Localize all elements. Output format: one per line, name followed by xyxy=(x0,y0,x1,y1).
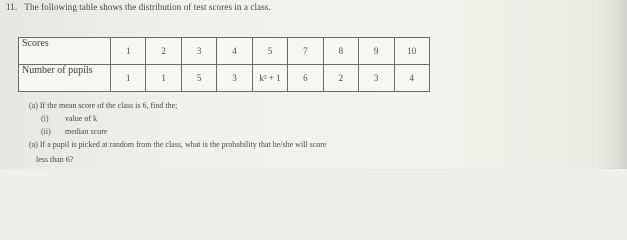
pupils-cell: 6 xyxy=(288,65,323,92)
score-cell: 10 xyxy=(394,38,430,65)
score-cell: 8 xyxy=(323,38,358,65)
part-b-text: If a pupil is picked at random from the class, what is the probability that he/she will score xyxy=(39,140,327,149)
part-b-label: (a) xyxy=(29,140,38,149)
scores-row-header: Scores xyxy=(19,38,111,65)
score-cell: 7 xyxy=(288,38,323,65)
part-a-i xyxy=(41,114,97,123)
pupils-cell: 3 xyxy=(359,65,394,92)
question-intro: The following table shows the distribution of test scores in a class. xyxy=(24,2,271,12)
score-cell: 3 xyxy=(181,38,216,65)
pupils-cell: 1 xyxy=(111,65,146,92)
score-cell: 5 xyxy=(252,38,287,65)
part-b-continued: less than 6? xyxy=(36,155,74,164)
score-cell: 4 xyxy=(217,38,252,65)
pupils-row xyxy=(19,65,430,92)
pupils-row-header: Number of pupils xyxy=(19,65,111,92)
pupils-cell: 2 xyxy=(323,65,358,92)
score-cell: 1 xyxy=(111,38,146,65)
question-heading xyxy=(6,2,271,12)
pupils-cell: 1 xyxy=(146,65,181,92)
score-cell: 9 xyxy=(359,38,394,65)
pupils-cell: k² + 1 xyxy=(252,65,287,92)
part-a-i-text: value of k xyxy=(65,114,97,123)
scores-row xyxy=(19,38,430,65)
pupils-cell: 5 xyxy=(181,65,216,92)
part-a-label: (a) xyxy=(29,101,38,110)
score-distribution-table xyxy=(18,37,430,92)
score-cell: 2 xyxy=(146,38,181,65)
page-edge-shadow xyxy=(596,0,627,169)
part-a-ii-label: (ii) xyxy=(41,127,51,136)
pupils-cell: 3 xyxy=(217,65,252,92)
part-a-text: If the mean score of the class is 6, find the; xyxy=(39,101,178,110)
part-b xyxy=(29,140,326,149)
part-a-ii xyxy=(41,127,107,136)
question-number: 11. xyxy=(6,2,18,12)
part-a-ii-text: median score xyxy=(65,127,108,136)
part-a xyxy=(29,101,177,110)
pupils-cell: 4 xyxy=(394,65,430,92)
part-a-i-label: (i) xyxy=(41,114,49,123)
